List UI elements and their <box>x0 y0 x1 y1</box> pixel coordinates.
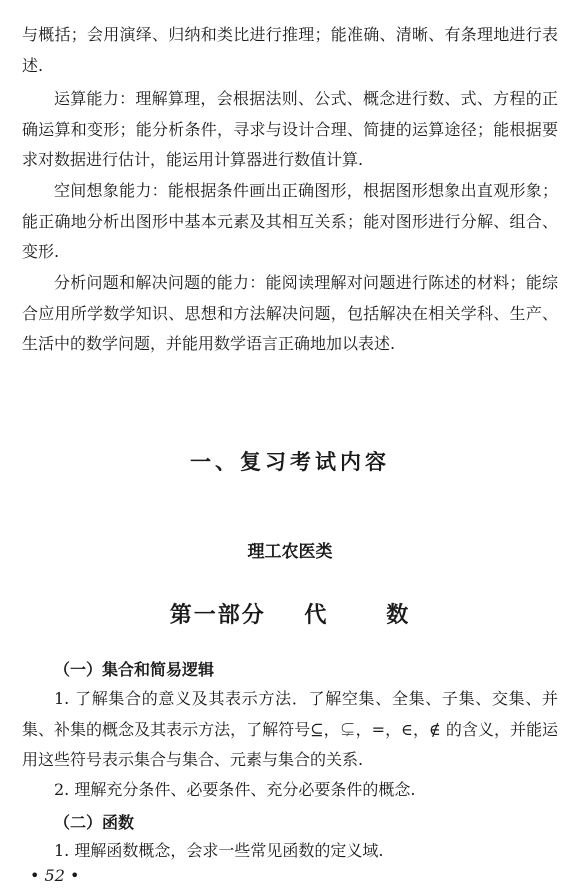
chapter-heading: 一、复习考试内容 <box>190 450 390 474</box>
page-number: • 52 • <box>30 866 80 885</box>
paragraph-computing-ability: 运算能力：理解算理，会根据法则、公式、概念进行数、式、方程的正确运算和变形；能分析条件，寻求与设计合理、简捷的运算途径；能根据要求对数据进行估计，能运用计算器进行数值计算. <box>22 89 558 169</box>
sets-item-2: 2. 理解充分条件、必要条件、充分必要条件的概念. <box>54 780 416 799</box>
paragraph-problem-solving-ability: 分析问题和解决问题的能力：能阅读理解对问题进行陈述的材料；能综合应用所学数学知识、思想和方法解决问题，包括解决在相关学科、生产、生活中的数学问题，并能用数学语言正确地加以表述. <box>22 273 558 353</box>
section-title-functions: （二）函数 <box>54 813 135 832</box>
functions-item-1: 1. 理解函数概念，会求一些常见函数的定义域. <box>54 841 384 860</box>
part-heading: 第一部分 代 数 <box>169 602 411 628</box>
paragraph-intro-end: 与概括；会用演绎、归纳和类比进行推理；能准确、清晰、有条理地进行表述. <box>22 25 558 75</box>
sets-item-1: 1. 了解集合的意义及其表示方法．了解空集、全集、子集、交集、并集、补集的概念及其表示方法，了解符号⊆，⊊，=，∈，∉ 的含义，并能运用这些符号表示集合与集合、元素与集合的关系. <box>22 689 558 769</box>
category-heading: 理工农医类 <box>247 542 333 562</box>
section-title-sets-logic: （一）集合和简易逻辑 <box>54 660 215 679</box>
paragraph-spatial-ability: 空间想象能力：能根据条件画出正确图形，根据图形想象出直观形象；能正确地分析出图形中基本元素及其相互关系；能对图形进行分解、组合、变形. <box>22 181 558 261</box>
